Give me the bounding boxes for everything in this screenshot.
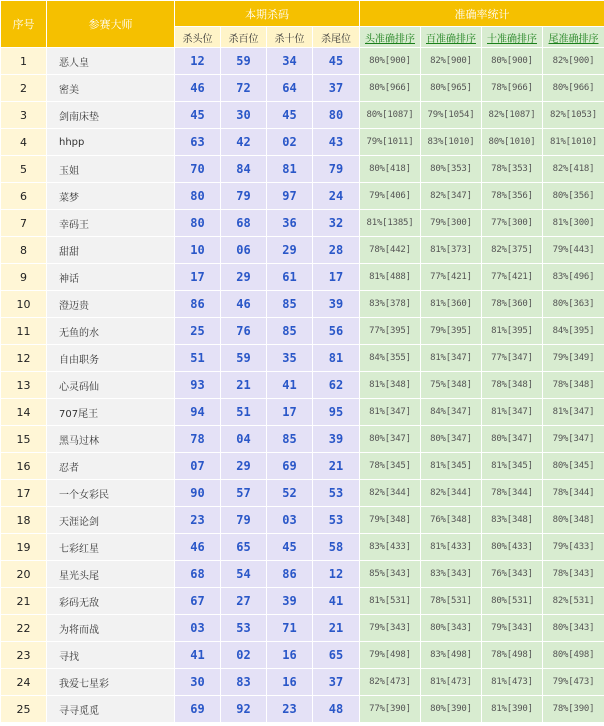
accuracy-stat: 82%[347]	[421, 183, 482, 210]
kill-number: 71	[267, 615, 313, 642]
kill-number: 64	[267, 75, 313, 102]
accuracy-stat: 80%[900]	[482, 48, 543, 75]
table-row	[1, 129, 604, 156]
accuracy-stat: 80%[345]	[543, 453, 604, 480]
kill-number: 29	[221, 264, 267, 291]
row-index: 25	[1, 696, 47, 723]
kill-number: 34	[267, 48, 313, 75]
kill-number: 56	[313, 318, 360, 345]
accuracy-stat: 80%[390]	[421, 696, 482, 723]
table-row	[1, 372, 604, 399]
master-name: 甜甜	[47, 237, 175, 264]
master-name: 我爱七星彩	[47, 669, 175, 696]
accuracy-stat: 79%[343]	[482, 615, 543, 642]
master-name: 星光头尾	[47, 561, 175, 588]
row-index: 7	[1, 210, 47, 237]
row-index: 17	[1, 480, 47, 507]
kill-number: 48	[313, 696, 360, 723]
accuracy-stat: 80%[433]	[482, 534, 543, 561]
row-index: 19	[1, 534, 47, 561]
row-index: 4	[1, 129, 47, 156]
accuracy-stat: 77%[390]	[360, 696, 421, 723]
kill-number: 65	[221, 534, 267, 561]
accuracy-stat: 82%[344]	[360, 480, 421, 507]
master-name: 自由职务	[47, 345, 175, 372]
kill-number: 46	[175, 75, 221, 102]
accuracy-stat: 80%[531]	[482, 588, 543, 615]
kill-number: 69	[175, 696, 221, 723]
accuracy-stat: 83%[496]	[543, 264, 604, 291]
kill-number: 45	[267, 102, 313, 129]
accuracy-stat: 78%[390]	[543, 696, 604, 723]
kill-number: 35	[267, 345, 313, 372]
kill-number: 76	[221, 318, 267, 345]
master-name: hhpp	[47, 129, 175, 156]
accuracy-stat: 83%[433]	[360, 534, 421, 561]
accuracy-stat: 80%[1010]	[482, 129, 543, 156]
accuracy-stat: 81%[390]	[482, 696, 543, 723]
accuracy-stat: 83%[348]	[482, 507, 543, 534]
row-index: 3	[1, 102, 47, 129]
master-name: 为将而战	[47, 615, 175, 642]
row-index: 18	[1, 507, 47, 534]
kill-number: 07	[175, 453, 221, 480]
kill-number: 90	[175, 480, 221, 507]
accuracy-stat: 82%[900]	[421, 48, 482, 75]
index-header: 序号	[1, 1, 47, 48]
kill-number: 67	[175, 588, 221, 615]
kill-number: 03	[267, 507, 313, 534]
kill-number: 29	[267, 237, 313, 264]
kill-number: 41	[267, 372, 313, 399]
kill-number: 95	[313, 399, 360, 426]
accuracy-stat: 79%[349]	[543, 345, 604, 372]
master-header: 参赛大师	[47, 1, 175, 48]
accuracy-stat: 81%[395]	[482, 318, 543, 345]
accuracy-stat: 84%[395]	[543, 318, 604, 345]
accuracy-stat: 78%[348]	[543, 372, 604, 399]
master-name: 一个女彩民	[47, 480, 175, 507]
kill-number: 41	[313, 588, 360, 615]
accuracy-stat: 80%[343]	[543, 615, 604, 642]
table-row	[1, 507, 604, 534]
row-index: 15	[1, 426, 47, 453]
accuracy-stat: 79%[348]	[360, 507, 421, 534]
master-name: 心灵码仙	[47, 372, 175, 399]
table-row	[1, 669, 604, 696]
kill-number: 62	[313, 372, 360, 399]
accuracy-stat: 82%[1087]	[482, 102, 543, 129]
accuracy-stat: 81%[373]	[421, 237, 482, 264]
master-name: 幸码王	[47, 210, 175, 237]
accuracy-stat: 78%[356]	[482, 183, 543, 210]
row-index: 12	[1, 345, 47, 372]
kill-number: 43	[313, 129, 360, 156]
accuracy-stat: 80%[966]	[360, 75, 421, 102]
accuracy-stat: 79%[498]	[360, 642, 421, 669]
kill-number: 39	[267, 588, 313, 615]
master-name: 黑马过林	[47, 426, 175, 453]
accuracy-stat: 80%[1087]	[360, 102, 421, 129]
table-row	[1, 264, 604, 291]
accuracy-stat: 82%[900]	[543, 48, 604, 75]
kill-number: 45	[313, 48, 360, 75]
accuracy-stat: 79%[347]	[543, 426, 604, 453]
kill-number: 79	[313, 156, 360, 183]
accuracy-stat: 81%[345]	[421, 453, 482, 480]
accuracy-stat: 82%[344]	[421, 480, 482, 507]
master-name: 恶人皇	[47, 48, 175, 75]
accuracy-stat: 76%[348]	[421, 507, 482, 534]
master-name: 澄迈贵	[47, 291, 175, 318]
accuracy-stat: 81%[347]	[543, 399, 604, 426]
accuracy-stat: 78%[966]	[482, 75, 543, 102]
master-name: 密美	[47, 75, 175, 102]
accuracy-stat: 81%[347]	[482, 399, 543, 426]
accuracy-stat: 80%[353]	[421, 156, 482, 183]
master-name: 七彩红星	[47, 534, 175, 561]
row-index: 2	[1, 75, 47, 102]
accuracy-stat: 79%[443]	[543, 237, 604, 264]
table-row	[1, 183, 604, 210]
kill-number: 51	[175, 345, 221, 372]
kill-number: 02	[221, 642, 267, 669]
accuracy-stat: 80%[356]	[543, 183, 604, 210]
row-index: 20	[1, 561, 47, 588]
master-name: 寻寻觅觅	[47, 696, 175, 723]
kill-number: 85	[267, 291, 313, 318]
accuracy-stat: 78%[344]	[482, 480, 543, 507]
kill-group-header: 本期杀码	[175, 1, 360, 27]
accuracy-stat: 77%[421]	[482, 264, 543, 291]
row-index: 11	[1, 318, 47, 345]
row-index: 10	[1, 291, 47, 318]
accuracy-stat: 78%[345]	[360, 453, 421, 480]
accuracy-stat: 79%[1011]	[360, 129, 421, 156]
master-name: 彩码无敌	[47, 588, 175, 615]
table-row	[1, 696, 604, 723]
kill-number: 37	[313, 75, 360, 102]
kill-number: 45	[267, 534, 313, 561]
accuracy-stat: 77%[347]	[482, 345, 543, 372]
accuracy-stat: 80%[363]	[543, 291, 604, 318]
accuracy-stat: 85%[343]	[360, 561, 421, 588]
kill-number: 10	[175, 237, 221, 264]
accuracy-stat: 76%[343]	[482, 561, 543, 588]
kill-number: 37	[313, 669, 360, 696]
kill-number: 21	[313, 453, 360, 480]
kill-number: 45	[175, 102, 221, 129]
table-row	[1, 426, 604, 453]
table-row	[1, 345, 604, 372]
accuracy-stat: 81%[473]	[421, 669, 482, 696]
master-name: 707尾王	[47, 399, 175, 426]
kill-number: 57	[221, 480, 267, 507]
accuracy-stat: 81%[433]	[421, 534, 482, 561]
table-row	[1, 291, 604, 318]
accuracy-stat: 77%[395]	[360, 318, 421, 345]
accuracy-stat: 82%[418]	[543, 156, 604, 183]
kill-number: 79	[221, 507, 267, 534]
stat-group-header: 准确率统计	[360, 1, 604, 27]
kill-number: 39	[313, 426, 360, 453]
kill-number: 12	[313, 561, 360, 588]
kill-number: 17	[175, 264, 221, 291]
kill-number: 84	[221, 156, 267, 183]
kill-number: 41	[175, 642, 221, 669]
kill-number: 27	[221, 588, 267, 615]
stat-sort-link[interactable]: 百准确排序	[421, 27, 482, 48]
row-index: 9	[1, 264, 47, 291]
accuracy-stat: 81%[1385]	[360, 210, 421, 237]
master-name: 玉姐	[47, 156, 175, 183]
accuracy-stat: 80%[347]	[360, 426, 421, 453]
table-row	[1, 48, 604, 75]
row-index: 13	[1, 372, 47, 399]
accuracy-stat: 83%[498]	[421, 642, 482, 669]
kill-number: 28	[313, 237, 360, 264]
accuracy-stat: 79%[1054]	[421, 102, 482, 129]
accuracy-stat: 81%[347]	[421, 345, 482, 372]
row-index: 22	[1, 615, 47, 642]
kill-number: 78	[175, 426, 221, 453]
kill-col-header: 杀十位	[267, 27, 313, 48]
accuracy-stat: 83%[343]	[421, 561, 482, 588]
kill-number: 86	[267, 561, 313, 588]
stat-sort-link[interactable]: 十准确排序	[482, 27, 543, 48]
accuracy-stat: 81%[1010]	[543, 129, 604, 156]
accuracy-stat: 81%[300]	[543, 210, 604, 237]
table-row	[1, 210, 604, 237]
master-name: 无鱼的水	[47, 318, 175, 345]
kill-number: 80	[313, 102, 360, 129]
accuracy-stat: 81%[488]	[360, 264, 421, 291]
kill-number: 68	[221, 210, 267, 237]
table-row	[1, 561, 604, 588]
kill-number: 21	[313, 615, 360, 642]
accuracy-stat: 75%[348]	[421, 372, 482, 399]
kill-col-header: 杀百位	[221, 27, 267, 48]
accuracy-stat: 80%[347]	[482, 426, 543, 453]
table-row	[1, 156, 604, 183]
accuracy-stat: 82%[1053]	[543, 102, 604, 129]
master-name: 忍者	[47, 453, 175, 480]
accuracy-stat: 78%[531]	[421, 588, 482, 615]
kill-number: 36	[267, 210, 313, 237]
row-index: 23	[1, 642, 47, 669]
kill-number: 30	[221, 102, 267, 129]
kill-number: 52	[267, 480, 313, 507]
accuracy-stat: 80%[343]	[421, 615, 482, 642]
master-name: 天涯论剑	[47, 507, 175, 534]
kill-number: 17	[267, 399, 313, 426]
table-row	[1, 534, 604, 561]
row-index: 14	[1, 399, 47, 426]
kill-number: 93	[175, 372, 221, 399]
kill-number: 29	[221, 453, 267, 480]
accuracy-stat: 77%[421]	[421, 264, 482, 291]
accuracy-stat: 82%[375]	[482, 237, 543, 264]
kill-number: 06	[221, 237, 267, 264]
kill-number: 53	[221, 615, 267, 642]
kill-number: 70	[175, 156, 221, 183]
table-row	[1, 615, 604, 642]
row-index: 21	[1, 588, 47, 615]
accuracy-stat: 80%[900]	[360, 48, 421, 75]
kill-number: 61	[267, 264, 313, 291]
kill-number: 72	[221, 75, 267, 102]
kill-number: 16	[267, 642, 313, 669]
kill-number: 42	[221, 129, 267, 156]
kill-number: 53	[313, 507, 360, 534]
kill-number: 54	[221, 561, 267, 588]
accuracy-stat: 84%[347]	[421, 399, 482, 426]
master-name: 寻找	[47, 642, 175, 669]
kill-number: 23	[175, 507, 221, 534]
kill-number: 30	[175, 669, 221, 696]
accuracy-stat: 80%[418]	[360, 156, 421, 183]
accuracy-stat: 82%[473]	[360, 669, 421, 696]
kill-number: 46	[221, 291, 267, 318]
table-row	[1, 237, 604, 264]
kill-col-header: 杀头位	[175, 27, 221, 48]
kill-number: 83	[221, 669, 267, 696]
row-index: 6	[1, 183, 47, 210]
accuracy-stat: 79%[395]	[421, 318, 482, 345]
kill-number: 32	[313, 210, 360, 237]
row-index: 1	[1, 48, 47, 75]
kill-number: 46	[175, 534, 221, 561]
kill-number: 80	[175, 183, 221, 210]
kill-number: 85	[267, 318, 313, 345]
accuracy-stat: 78%[344]	[543, 480, 604, 507]
kill-number: 81	[267, 156, 313, 183]
kill-number: 69	[267, 453, 313, 480]
accuracy-stat: 78%[498]	[482, 642, 543, 669]
master-name: 菜梦	[47, 183, 175, 210]
accuracy-stat: 78%[442]	[360, 237, 421, 264]
accuracy-stat: 80%[498]	[543, 642, 604, 669]
kill-number: 21	[221, 372, 267, 399]
kill-number: 53	[313, 480, 360, 507]
kill-number: 02	[267, 129, 313, 156]
kill-number: 59	[221, 345, 267, 372]
accuracy-stat: 78%[360]	[482, 291, 543, 318]
kill-number: 86	[175, 291, 221, 318]
table-row	[1, 642, 604, 669]
table-row	[1, 318, 604, 345]
kill-number: 63	[175, 129, 221, 156]
stat-sort-link[interactable]: 头准确排序	[360, 27, 421, 48]
header-row-top	[1, 1, 604, 27]
accuracy-stat: 81%[473]	[482, 669, 543, 696]
kill-col-header: 杀尾位	[313, 27, 360, 48]
kill-number: 68	[175, 561, 221, 588]
row-index: 8	[1, 237, 47, 264]
kill-number: 39	[313, 291, 360, 318]
accuracy-stat: 83%[378]	[360, 291, 421, 318]
accuracy-stat: 80%[347]	[421, 426, 482, 453]
kill-number: 92	[221, 696, 267, 723]
row-index: 5	[1, 156, 47, 183]
stat-sort-link[interactable]: 尾准确排序	[543, 27, 604, 48]
kill-number: 58	[313, 534, 360, 561]
table-row	[1, 453, 604, 480]
accuracy-stat: 81%[531]	[360, 588, 421, 615]
accuracy-stat: 77%[300]	[482, 210, 543, 237]
kill-number: 51	[221, 399, 267, 426]
kill-number: 85	[267, 426, 313, 453]
accuracy-stat: 79%[300]	[421, 210, 482, 237]
accuracy-stat: 82%[531]	[543, 588, 604, 615]
accuracy-stat: 83%[1010]	[421, 129, 482, 156]
table-row	[1, 75, 604, 102]
accuracy-stat: 80%[348]	[543, 507, 604, 534]
kill-number: 23	[267, 696, 313, 723]
kill-number: 03	[175, 615, 221, 642]
accuracy-stat: 81%[347]	[360, 399, 421, 426]
table-row	[1, 102, 604, 129]
row-index: 24	[1, 669, 47, 696]
kill-number: 81	[313, 345, 360, 372]
kill-number: 16	[267, 669, 313, 696]
kill-number: 24	[313, 183, 360, 210]
accuracy-stat: 78%[348]	[482, 372, 543, 399]
master-name: 神话	[47, 264, 175, 291]
accuracy-stat: 79%[343]	[360, 615, 421, 642]
kill-number: 25	[175, 318, 221, 345]
accuracy-stat: 81%[348]	[360, 372, 421, 399]
accuracy-stat: 79%[406]	[360, 183, 421, 210]
accuracy-stat: 84%[355]	[360, 345, 421, 372]
kill-number: 97	[267, 183, 313, 210]
kill-number: 79	[221, 183, 267, 210]
kill-number: 80	[175, 210, 221, 237]
kill-number: 94	[175, 399, 221, 426]
table-row	[1, 399, 604, 426]
kill-number: 12	[175, 48, 221, 75]
row-index: 16	[1, 453, 47, 480]
table-row	[1, 480, 604, 507]
kill-number: 65	[313, 642, 360, 669]
accuracy-stat: 81%[360]	[421, 291, 482, 318]
kill-number: 04	[221, 426, 267, 453]
accuracy-stat: 79%[473]	[543, 669, 604, 696]
master-name: 剑南床垫	[47, 102, 175, 129]
accuracy-stat: 80%[965]	[421, 75, 482, 102]
accuracy-stat: 81%[345]	[482, 453, 543, 480]
accuracy-stat: 78%[353]	[482, 156, 543, 183]
table-row	[1, 588, 604, 615]
accuracy-stat: 80%[966]	[543, 75, 604, 102]
kill-number: 59	[221, 48, 267, 75]
accuracy-stat: 79%[433]	[543, 534, 604, 561]
kill-number: 17	[313, 264, 360, 291]
accuracy-stat: 78%[343]	[543, 561, 604, 588]
